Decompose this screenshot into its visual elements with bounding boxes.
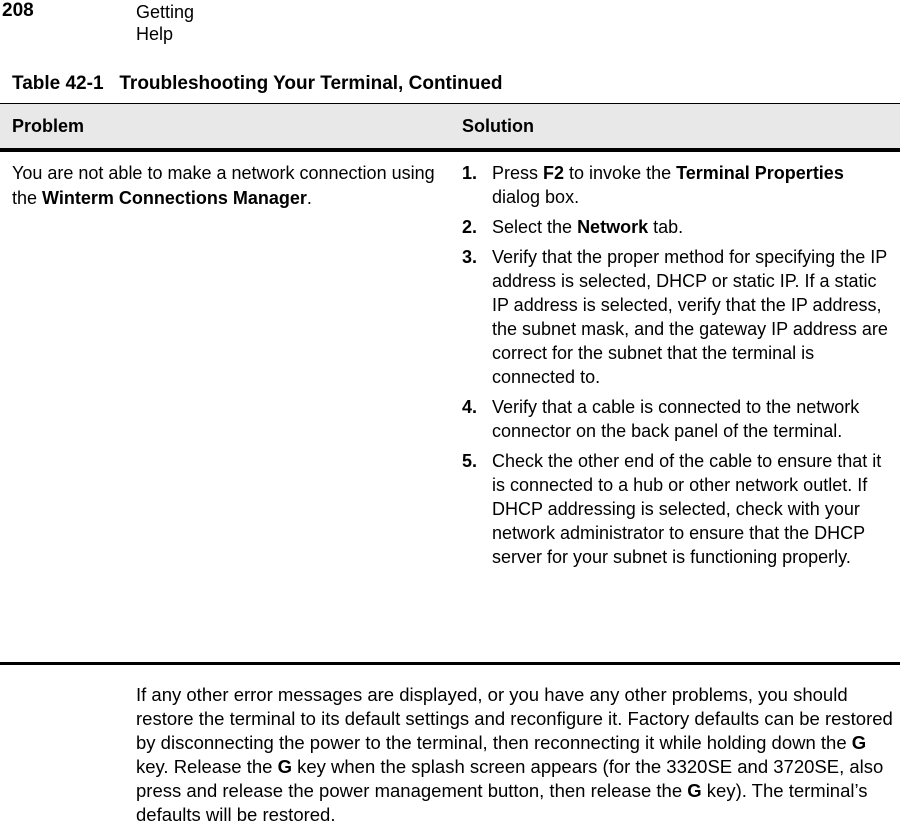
table-row <box>0 152 900 665</box>
solution-steps <box>462 161 892 575</box>
step-term: Terminal Properties <box>676 163 844 183</box>
step-text: Check the other end of the cable to ensure that it is connected to a hub or other network outlet. If DHCP addressing is selected, check with your network administrator to ensure that the DHCP server for your subnet is functioning properly. <box>492 451 882 567</box>
solution-step-1 <box>462 161 892 209</box>
step-number: 2. <box>462 217 478 237</box>
step-text: to invoke the <box>564 163 677 183</box>
solution-step-4 <box>462 395 892 443</box>
troubleshooting-table <box>0 103 900 665</box>
problem-text-end: . <box>306 188 312 208</box>
solution-step-5 <box>462 449 892 569</box>
paragraph-text: key when the splash screen appears (for the 3320SE and 3720SE, also press and release the power management button, then release the <box>136 756 884 801</box>
step-key: F2 <box>543 163 565 183</box>
problem-text: You are not able to make a network connection using the <box>12 163 435 208</box>
key-g: G <box>277 756 292 777</box>
step-number: 3. <box>462 247 478 267</box>
paragraph-text: key). The terminal’s defaults will be restored. <box>136 780 868 825</box>
table-caption-title: Troubleshooting Your Terminal, Continued <box>119 73 503 94</box>
table-caption-label: Table 42-1 <box>12 73 104 94</box>
problem-cell <box>12 161 437 211</box>
table-caption <box>12 72 503 96</box>
step-number: 5. <box>462 451 478 471</box>
column-header-solution: Solution <box>462 116 534 136</box>
solution-step-3 <box>462 245 892 389</box>
step-text: Verify that a cable is connected to the network connector on the back panel of the terminal. <box>492 397 860 441</box>
solution-step-2 <box>462 215 892 239</box>
page-number: 208 <box>2 0 34 21</box>
step-term: Network <box>577 217 649 237</box>
column-header-problem: Problem <box>12 116 85 136</box>
step-text: tab. <box>648 217 684 237</box>
section-title: Getting Help <box>136 2 195 44</box>
paragraph-text: key. Release the <box>136 756 278 777</box>
paragraph-text: If any other error messages are displayed, or you have any other problems, you should restore the terminal to its default settings and reconfigure it. Factory defaults can be restored by disconnecting the power to the terminal, then reconnecting it while holding down the <box>136 684 893 753</box>
step-text: Verify that the proper method for specifying the IP address is selected, DHCP or static IP. If a static IP address is selected, verify that the IP address, the subnet mask, and the gateway IP address are correct for the subnet that the terminal is connected to. <box>492 247 888 387</box>
step-number: 4. <box>462 397 478 417</box>
step-text: Select the <box>492 217 578 237</box>
body-paragraph <box>136 683 898 827</box>
problem-bold-term: Winterm Connections Manager <box>42 188 307 208</box>
table-header-row <box>0 103 900 152</box>
step-text: dialog box. <box>492 187 580 207</box>
step-number: 1. <box>462 163 478 183</box>
key-g: G <box>851 732 867 753</box>
step-text: Press <box>492 163 544 183</box>
key-g: G <box>687 780 702 801</box>
